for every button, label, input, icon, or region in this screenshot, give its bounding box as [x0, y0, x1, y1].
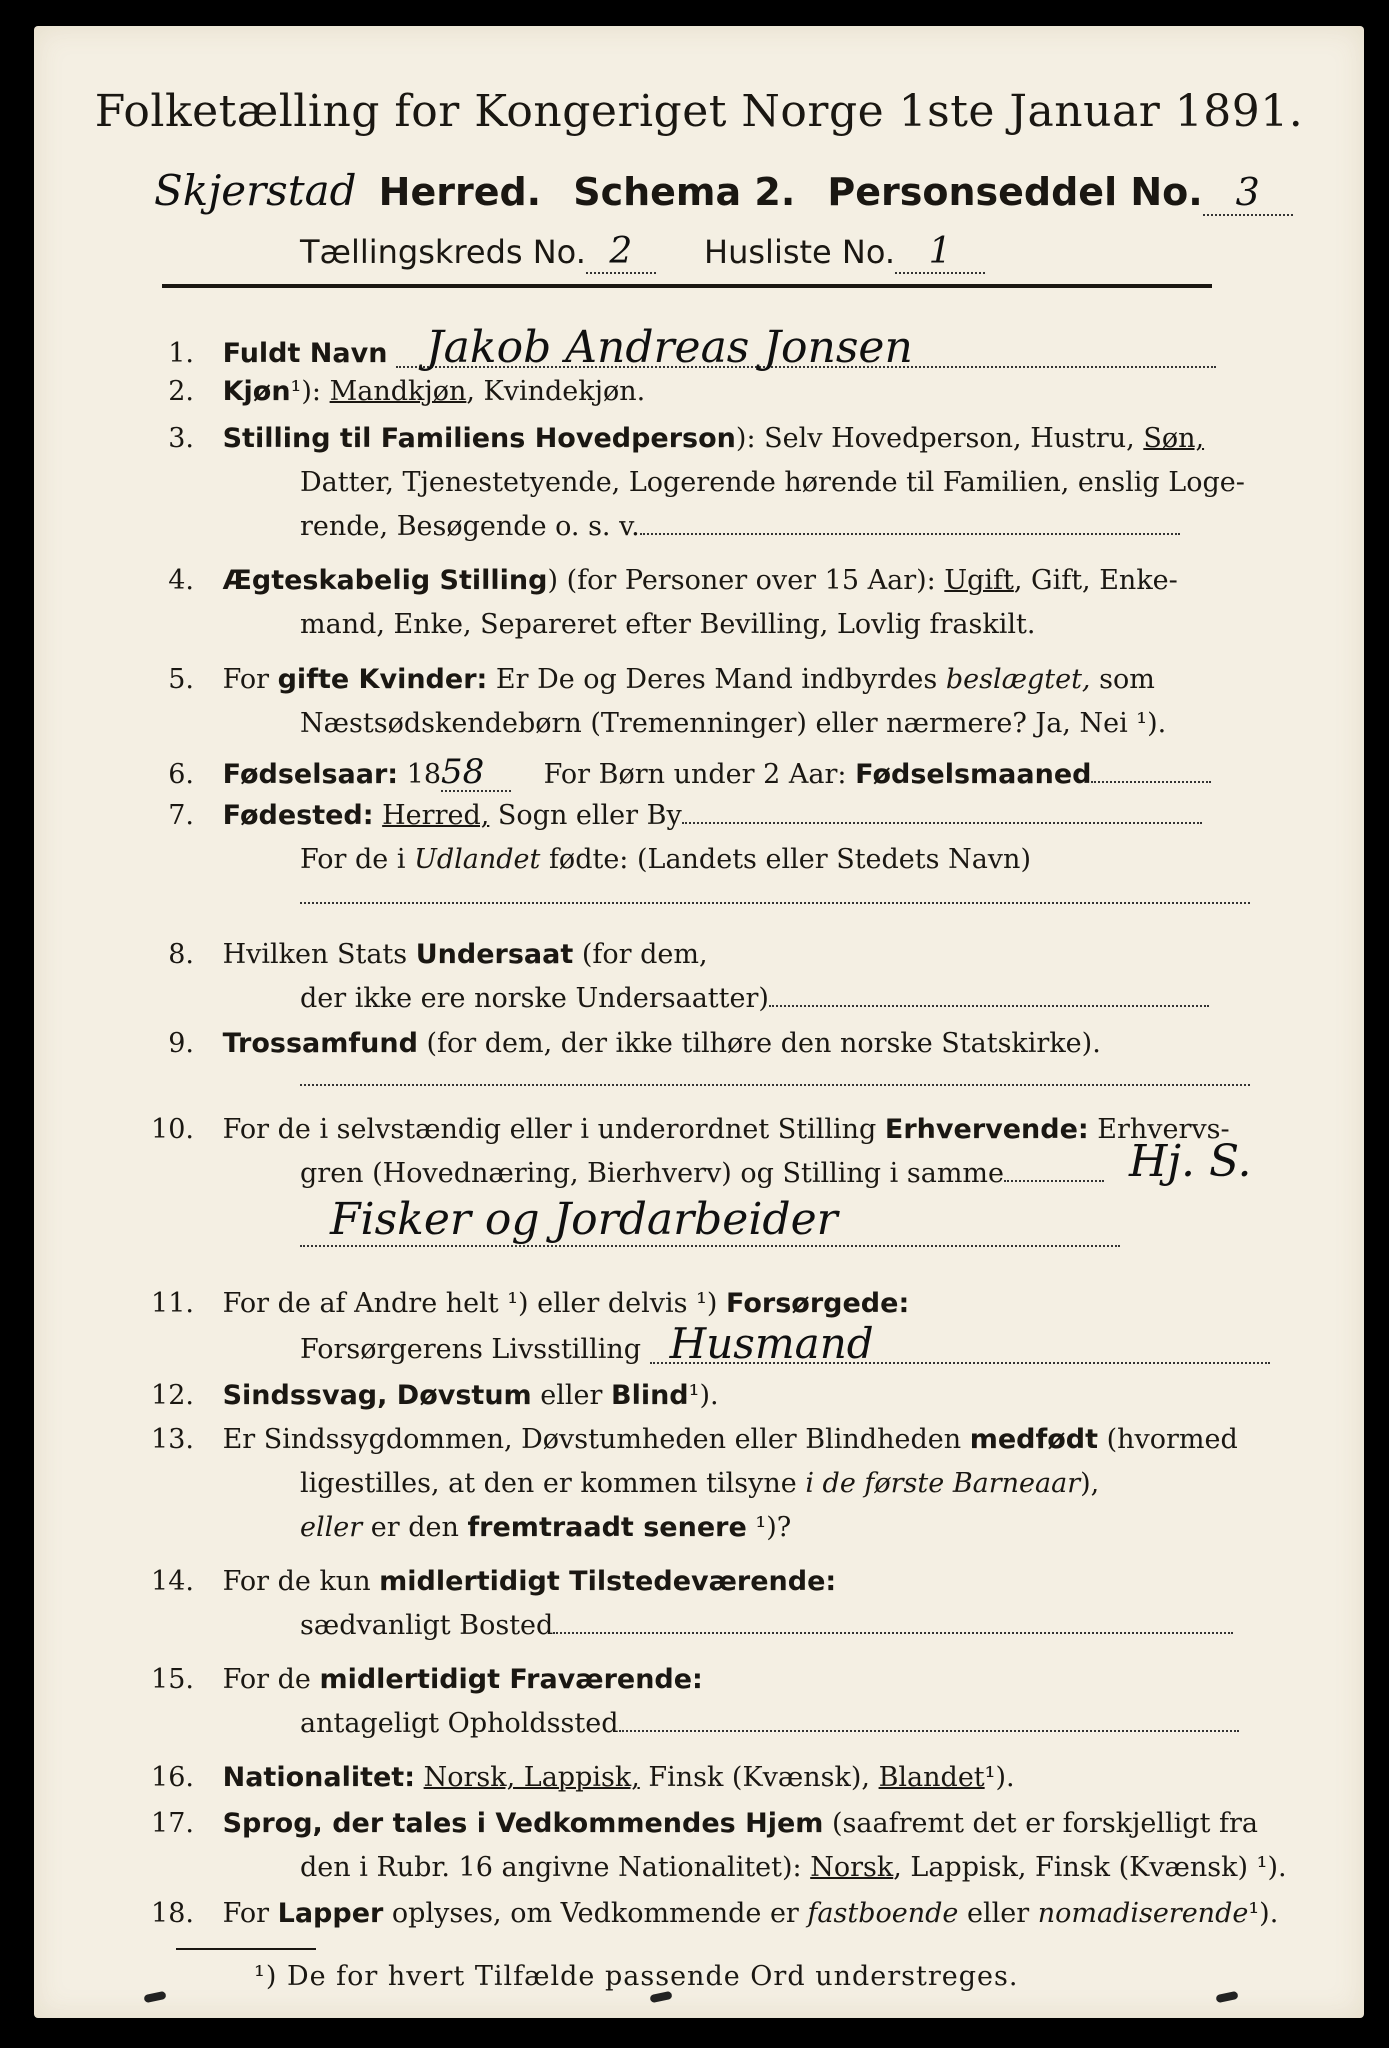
- row-number: 8.: [168, 939, 194, 970]
- row-7: [134, 798, 1202, 834]
- occupation-line2: gren (Hovednæring, Bierhverv) og Stilling i samme: [300, 1158, 1005, 1189]
- row-1: [134, 322, 1216, 373]
- congenital-line3: [300, 1510, 791, 1546]
- occupation-label: Erhvervende:: [884, 1114, 1089, 1145]
- dependents-label: Forsørgede:: [726, 1288, 910, 1319]
- congenital-label: medfødt: [969, 1424, 1098, 1455]
- sex-label: Kjøn: [222, 376, 291, 407]
- language-label: Sprog, der tales i Vedkommendes Hjem: [222, 1808, 824, 1839]
- birthplace-label: Fødested:: [222, 800, 374, 831]
- language-line2-end: , Lappisk, Finsk (Kvænsk) ¹).: [893, 1852, 1287, 1883]
- congenital-line2: [300, 1466, 1099, 1502]
- sex-female: , Kvindekjøn.: [466, 376, 646, 407]
- row-number: 2.: [168, 376, 194, 407]
- birth-year-prefix: 18: [406, 759, 442, 790]
- nationality-end: ¹).: [984, 1762, 1015, 1793]
- occupation-text: Erhvervs-: [1088, 1114, 1230, 1145]
- congenital-line2-italic: i de første Barneaar: [805, 1468, 1081, 1499]
- full-name-value: Jakob Andreas Jonsen: [396, 330, 1216, 368]
- row-5: [134, 662, 1155, 698]
- disability-mid: eller: [531, 1380, 611, 1411]
- row-17: [134, 1806, 1258, 1842]
- sami-mid2: eller: [958, 1898, 1038, 1929]
- personseddel-no: 3: [1203, 170, 1293, 216]
- temp-absent-label: midlertidigt Fraværende:: [319, 1664, 703, 1695]
- congenital-line3-label: fremtraadt senere: [467, 1512, 747, 1543]
- nationality-blandet: Blandet: [878, 1762, 985, 1793]
- footnote: ¹) De for hvert Tilfælde passende Ord understreges.: [254, 1961, 1019, 1992]
- occupation-value: Fisker og Jordarbeider: [300, 1194, 1120, 1247]
- row-number: 6.: [168, 759, 194, 790]
- row-12: [134, 1378, 719, 1414]
- occupation-line2-wrap: [300, 1156, 1104, 1192]
- language-line2: [300, 1850, 1287, 1886]
- congenital-text: (hvormed: [1098, 1424, 1238, 1455]
- congenital-line3-italic: eller: [300, 1512, 363, 1543]
- herred-name: Skjerstad: [154, 166, 357, 215]
- row-number: 14.: [151, 1566, 194, 1597]
- religion-label: Trossamfund: [222, 1028, 418, 1059]
- dependents-line2: Forsørgerens Livsstilling: [300, 1334, 642, 1365]
- row-18: [134, 1896, 1278, 1932]
- row-number: 5.: [168, 664, 194, 695]
- row-number: 13.: [151, 1424, 194, 1455]
- row-number: 9.: [168, 1028, 194, 1059]
- nationality-label: Nationalitet:: [222, 1762, 415, 1793]
- husliste-label: Husliste No.: [704, 233, 896, 271]
- footnote-rule: [176, 1948, 316, 1950]
- census-form: [34, 26, 1364, 2018]
- congenital-line2-text: ligestilles, at den er kommen tilsyne: [300, 1468, 806, 1499]
- dependents-line2-wrap: [300, 1319, 1270, 1368]
- row-number: 18.: [151, 1898, 194, 1929]
- temp-present-line2: sædvanligt Bosted: [300, 1610, 554, 1641]
- language-text: (saafremt det er forskjelligt fra: [823, 1808, 1259, 1839]
- header-rule: [162, 284, 1212, 288]
- dependents-value: Husmand: [650, 1326, 1270, 1364]
- herred-line: [154, 166, 1293, 216]
- marital-status-text: ) (for Personer over 15 Aar):: [547, 565, 945, 596]
- family-position-son: Søn,: [1143, 423, 1205, 454]
- schema-label: Schema 2.: [573, 170, 796, 214]
- temp-present-label: midlertidigt Tilstedeværende:: [379, 1566, 837, 1597]
- row-16: [134, 1760, 1015, 1796]
- temp-absent-line2: antageligt Opholdssted: [300, 1708, 619, 1739]
- row-13: [134, 1422, 1238, 1458]
- husliste-no: 1: [895, 231, 985, 274]
- birth-month-label: Fødselsmaaned: [855, 759, 1092, 790]
- kreds-no: 2: [586, 231, 656, 274]
- sami-italic-1: fastboende: [807, 1898, 959, 1929]
- temp-present-line2-wrap: [300, 1608, 1233, 1644]
- row-number: 7.: [168, 800, 194, 831]
- married-women-line2: Næstsødskendebørn (Tremenninger) eller nærmere? Ja, Nei ¹).: [300, 708, 1167, 739]
- family-position-text: ): Selv Hovedperson, Hustru,: [735, 423, 1144, 454]
- congenital-pre: Er Sindssygdommen, Døvstumheden eller Blindheden: [222, 1424, 970, 1455]
- occupation-value-line: [300, 1194, 1120, 1247]
- birth-year-label: Fødselsaar:: [222, 759, 399, 790]
- married-women-italic: beslægtet,: [945, 664, 1091, 695]
- family-position-line3-wrap: [300, 509, 1180, 545]
- nationality-norsk: Norsk, Lappisk,: [423, 1762, 640, 1793]
- language-line2-text: den i Rubr. 16 angivne Nationalitet):: [300, 1852, 811, 1883]
- birthplace-line2: [300, 842, 1031, 878]
- birthplace-abroad-text: fødte: (Landets eller Stedets Navn): [540, 844, 1031, 875]
- sex-male: Mandkjøn: [329, 376, 467, 407]
- birthplace-rest: Sogn eller By: [489, 800, 682, 831]
- row-number: 15.: [151, 1664, 194, 1695]
- row-number: 1.: [168, 338, 194, 369]
- birthplace-abroad-italic: Udlandet: [414, 844, 541, 875]
- occupation-note: Hj. S.: [1129, 1136, 1252, 1187]
- married-women-text-b: som: [1090, 664, 1155, 695]
- sami-mid: oplyses, om Vedkommende er: [383, 1898, 808, 1929]
- full-name-label: Fuldt Navn: [222, 338, 388, 369]
- family-position-line2: Datter, Tjenestetyende, Logerende hørende til Familien, enslig Loge-: [300, 467, 1245, 498]
- religion-text: (for dem, der ikke tilhøre den norske Statskirke).: [417, 1028, 1101, 1059]
- disability-blind: Blind: [611, 1380, 689, 1411]
- row-9: [134, 1026, 1101, 1062]
- marital-status-line2: mand, Enke, Separeret efter Bevilling, Lovlig fraskilt.: [300, 609, 1036, 640]
- citizenship-line2-wrap: [300, 981, 1209, 1017]
- row-10: [134, 1112, 1230, 1148]
- citizenship-text: (for dem,: [573, 939, 708, 970]
- sami-end: ¹).: [1248, 1898, 1279, 1929]
- edge-mark-center: [649, 1991, 672, 2003]
- sami-italic-2: nomadiserende: [1037, 1898, 1249, 1929]
- row-3: [134, 421, 1204, 457]
- disability-end: ¹).: [688, 1380, 719, 1411]
- row-14: [134, 1564, 836, 1600]
- religion-blank-line: [300, 1084, 1250, 1086]
- nationality-rest: Finsk (Kvænsk),: [639, 1762, 879, 1793]
- row-number: 12.: [151, 1380, 194, 1411]
- row-number: 10.: [151, 1114, 194, 1145]
- temp-absent-pre: For de: [222, 1664, 320, 1695]
- herred-label: Herred.: [378, 170, 542, 214]
- row-11: [134, 1286, 909, 1322]
- birth-year-value: 58: [441, 754, 511, 792]
- edge-mark-right: [1215, 1991, 1238, 2003]
- birthplace-blank-line: [300, 902, 1250, 904]
- birth-month-text: For Børn under 2 Aar:: [543, 759, 856, 790]
- congenital-line3-text: er den: [362, 1512, 468, 1543]
- marital-status-ugift: Ugift: [944, 565, 1014, 596]
- language-norsk: Norsk: [810, 1852, 894, 1883]
- row-15: [134, 1662, 703, 1698]
- dependents-pre: For de af Andre helt ¹) eller delvis ¹): [222, 1288, 727, 1319]
- married-women-text: Er De og Deres Mand indbyrdes: [487, 664, 946, 695]
- marital-status-label: Ægteskabelig Stilling: [222, 565, 548, 596]
- personseddel-label: Personseddel No.: [827, 170, 1203, 214]
- row-6: [134, 754, 1211, 793]
- row-number: 4.: [168, 565, 194, 596]
- row-number: 11.: [151, 1288, 194, 1319]
- temp-absent-line2-wrap: [300, 1706, 1239, 1742]
- congenital-line3-end: ¹)?: [746, 1512, 792, 1543]
- marital-status-text-b: , Gift, Enke-: [1013, 565, 1178, 596]
- row-number: 3.: [168, 423, 194, 454]
- congenital-line2-end: ),: [1080, 1468, 1100, 1499]
- occupation-pre: For de i selvstændig eller i underordnet Stilling: [222, 1114, 885, 1145]
- row-2: 2. Kjøn¹): Mandkjøn, Kvindekjøn.: [134, 374, 645, 410]
- citizenship-pre: Hvilken Stats: [222, 939, 416, 970]
- married-women-label: gifte Kvinder:: [277, 664, 488, 695]
- temp-present-pre: For de kun: [222, 1566, 380, 1597]
- kreds-line: [300, 231, 985, 274]
- citizenship-line2: der ikke ere norske Undersaatter): [300, 983, 769, 1014]
- form-title: Folketælling for Kongeriget Norge 1ste Januar 1891.: [94, 86, 1304, 137]
- row-8: [134, 937, 708, 973]
- edge-mark-left: [143, 1991, 166, 2003]
- family-position-label: Stilling til Familiens Hovedperson: [222, 423, 736, 454]
- row-4: [134, 563, 1178, 599]
- sami-pre: For: [222, 1898, 278, 1929]
- disability-label: Sindssvag, Døvstum: [222, 1380, 532, 1411]
- married-women-pre: For: [222, 664, 278, 695]
- birthplace-abroad-pre: For de i: [300, 844, 415, 875]
- row-number: 17.: [151, 1808, 194, 1839]
- sami-label: Lapper: [277, 1898, 384, 1929]
- birthplace-herred: Herred,: [382, 800, 490, 831]
- citizenship-label: Undersaat: [415, 939, 574, 970]
- family-position-line3: rende, Besøgende o. s. v.: [300, 511, 640, 542]
- kreds-label: Tællingskreds No.: [300, 233, 586, 271]
- row-number: 16.: [151, 1762, 194, 1793]
